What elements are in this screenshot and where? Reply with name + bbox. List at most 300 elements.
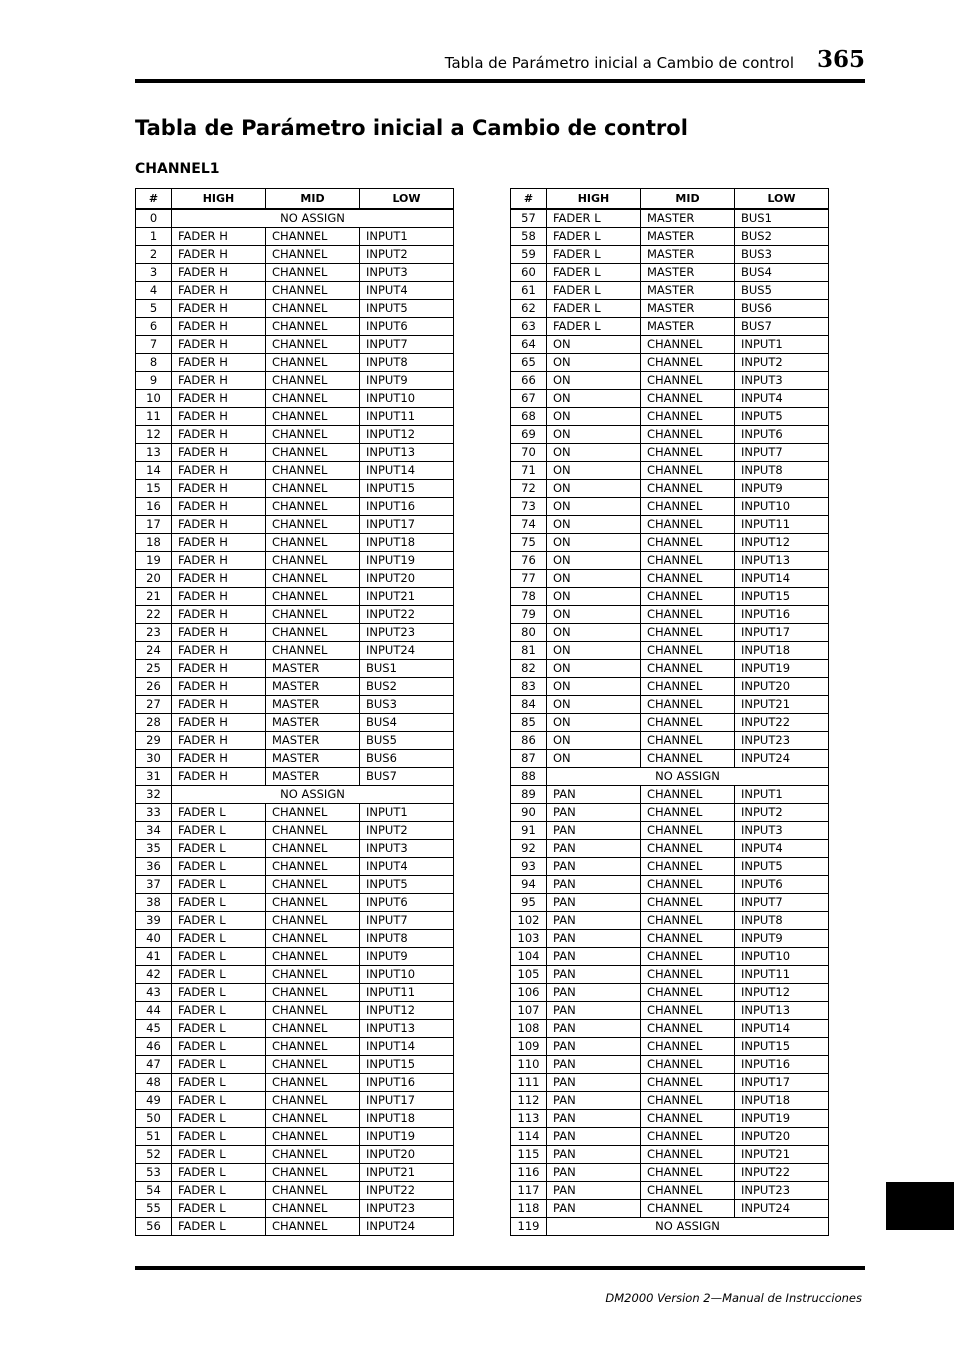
cell-low: BUS3 [735, 246, 829, 264]
cell-high: PAN [547, 1002, 641, 1020]
cell-high: PAN [547, 1200, 641, 1218]
cell-low: INPUT22 [360, 1182, 454, 1200]
cell-number: 40 [136, 930, 172, 948]
cell-low: INPUT22 [735, 714, 829, 732]
table-row [511, 678, 829, 696]
table-row [136, 588, 454, 606]
table-row [511, 228, 829, 246]
table-row [136, 228, 454, 246]
header-title: Tabla de Parámetro inicial a Cambio de control [444, 54, 794, 72]
cell-high: FADER L [172, 948, 266, 966]
table-row [511, 282, 829, 300]
table-row [511, 696, 829, 714]
table-row [136, 300, 454, 318]
cell-mid: CHANNEL [641, 1182, 735, 1200]
cell-high: PAN [547, 912, 641, 930]
cell-low: INPUT6 [360, 894, 454, 912]
cell-low: INPUT16 [735, 1056, 829, 1074]
cell-mid: MASTER [266, 732, 360, 750]
cell-low: INPUT20 [360, 570, 454, 588]
cell-high: PAN [547, 1146, 641, 1164]
cell-low: INPUT12 [360, 426, 454, 444]
cell-number: 69 [511, 426, 547, 444]
table-row [136, 984, 454, 1002]
cell-number: 72 [511, 480, 547, 498]
table-row [136, 282, 454, 300]
cell-high: PAN [547, 1038, 641, 1056]
cell-no-assign: NO ASSIGN [172, 209, 454, 228]
cell-mid: MASTER [641, 282, 735, 300]
cell-low: INPUT3 [360, 840, 454, 858]
table-row [136, 444, 454, 462]
cell-high: PAN [547, 966, 641, 984]
cell-high: PAN [547, 894, 641, 912]
cell-low: INPUT4 [735, 390, 829, 408]
cell-number: 90 [511, 804, 547, 822]
cell-low: INPUT6 [735, 426, 829, 444]
column-header-low: LOW [360, 189, 454, 210]
column-header-high: HIGH [547, 189, 641, 210]
cell-low: INPUT8 [360, 930, 454, 948]
cell-low: INPUT5 [360, 300, 454, 318]
cell-number: 106 [511, 984, 547, 1002]
cell-low: INPUT12 [735, 984, 829, 1002]
table-row [136, 480, 454, 498]
table-row [136, 426, 454, 444]
cell-high: FADER H [172, 390, 266, 408]
cell-number: 104 [511, 948, 547, 966]
table-row [136, 534, 454, 552]
cell-high: ON [547, 552, 641, 570]
table-header-row [136, 189, 454, 210]
cell-number: 88 [511, 768, 547, 786]
cell-high: ON [547, 354, 641, 372]
cell-mid: CHANNEL [641, 1002, 735, 1020]
cell-high: ON [547, 336, 641, 354]
page-title: Tabla de Parámetro inicial a Cambio de control [135, 116, 688, 140]
table-row [136, 1200, 454, 1218]
cell-high: ON [547, 480, 641, 498]
cell-low: INPUT8 [735, 462, 829, 480]
table-row [136, 786, 454, 804]
cell-number: 80 [511, 624, 547, 642]
table-row [511, 462, 829, 480]
cell-number: 56 [136, 1218, 172, 1236]
table-row [136, 624, 454, 642]
cell-mid: CHANNEL [266, 264, 360, 282]
table-row [511, 912, 829, 930]
cell-low: INPUT19 [360, 1128, 454, 1146]
cell-high: PAN [547, 1056, 641, 1074]
cell-number: 70 [511, 444, 547, 462]
table-row [511, 1002, 829, 1020]
cell-number: 4 [136, 282, 172, 300]
cell-high: FADER L [172, 1038, 266, 1056]
cell-mid: CHANNEL [641, 894, 735, 912]
cell-low: BUS4 [735, 264, 829, 282]
cell-mid: CHANNEL [266, 822, 360, 840]
cell-high: FADER H [172, 768, 266, 786]
cell-low: INPUT5 [735, 858, 829, 876]
cell-number: 102 [511, 912, 547, 930]
cell-number: 92 [511, 840, 547, 858]
cell-low: INPUT2 [360, 822, 454, 840]
cell-mid: CHANNEL [641, 948, 735, 966]
cell-number: 82 [511, 660, 547, 678]
table-row [136, 318, 454, 336]
cell-high: ON [547, 588, 641, 606]
cell-high: FADER L [172, 1092, 266, 1110]
cell-low: INPUT9 [735, 480, 829, 498]
table-row [511, 768, 829, 786]
cell-high: FADER H [172, 480, 266, 498]
cell-low: INPUT7 [360, 336, 454, 354]
cell-high: FADER L [547, 246, 641, 264]
cell-low: INPUT14 [360, 462, 454, 480]
cell-high: ON [547, 678, 641, 696]
cell-number: 39 [136, 912, 172, 930]
cell-high: FADER H [172, 228, 266, 246]
cell-number: 74 [511, 516, 547, 534]
cell-high: ON [547, 390, 641, 408]
cell-low: BUS6 [735, 300, 829, 318]
cell-number: 23 [136, 624, 172, 642]
table-row [136, 516, 454, 534]
cell-number: 78 [511, 588, 547, 606]
cell-number: 0 [136, 209, 172, 228]
cell-high: FADER H [172, 264, 266, 282]
cell-high: FADER H [172, 336, 266, 354]
table-row [511, 1164, 829, 1182]
cell-no-assign: NO ASSIGN [547, 768, 829, 786]
table-row [511, 336, 829, 354]
cell-number: 2 [136, 246, 172, 264]
cell-high: PAN [547, 930, 641, 948]
cell-high: FADER L [172, 1164, 266, 1182]
cell-mid: CHANNEL [641, 354, 735, 372]
cell-high: ON [547, 498, 641, 516]
cell-mid: MASTER [641, 209, 735, 228]
cell-high: PAN [547, 948, 641, 966]
table-row [511, 1218, 829, 1236]
chapter-tab-marker [886, 1182, 954, 1230]
cell-low: INPUT8 [735, 912, 829, 930]
cell-number: 25 [136, 660, 172, 678]
table-row [511, 1200, 829, 1218]
cell-high: PAN [547, 1092, 641, 1110]
cell-mid: CHANNEL [641, 624, 735, 642]
cell-mid: MASTER [266, 750, 360, 768]
cell-mid: CHANNEL [266, 390, 360, 408]
table-row [511, 1110, 829, 1128]
cell-low: INPUT15 [360, 480, 454, 498]
table-row [136, 1218, 454, 1236]
table-row [511, 444, 829, 462]
cell-number: 47 [136, 1056, 172, 1074]
cell-low: INPUT21 [735, 1146, 829, 1164]
table-row [511, 858, 829, 876]
table-row [511, 1020, 829, 1038]
cell-high: FADER H [172, 282, 266, 300]
cell-number: 15 [136, 480, 172, 498]
cell-high: ON [547, 534, 641, 552]
table-row [136, 750, 454, 768]
table-row [136, 678, 454, 696]
cell-number: 81 [511, 642, 547, 660]
cell-number: 48 [136, 1074, 172, 1092]
cell-number: 27 [136, 696, 172, 714]
cell-mid: CHANNEL [266, 624, 360, 642]
table-row [511, 1038, 829, 1056]
table-row [136, 912, 454, 930]
cell-mid: CHANNEL [641, 660, 735, 678]
table-row [511, 930, 829, 948]
cell-low: BUS7 [735, 318, 829, 336]
cell-high: ON [547, 750, 641, 768]
cell-high: PAN [547, 1020, 641, 1038]
cell-number: 43 [136, 984, 172, 1002]
cell-high: FADER H [172, 354, 266, 372]
column-header-mid: MID [266, 189, 360, 210]
cell-number: 22 [136, 606, 172, 624]
table-row [511, 822, 829, 840]
cell-high: ON [547, 642, 641, 660]
cell-number: 30 [136, 750, 172, 768]
cell-low: INPUT11 [735, 966, 829, 984]
table-row [511, 804, 829, 822]
cell-high: FADER L [172, 876, 266, 894]
cell-mid: MASTER [266, 660, 360, 678]
table-row [136, 354, 454, 372]
column-header-high: HIGH [172, 189, 266, 210]
cell-low: INPUT11 [735, 516, 829, 534]
cell-high: ON [547, 732, 641, 750]
table-row [136, 498, 454, 516]
cell-low: INPUT17 [360, 516, 454, 534]
table-row [136, 660, 454, 678]
cell-low: INPUT24 [360, 1218, 454, 1236]
cell-mid: MASTER [641, 300, 735, 318]
cell-mid: CHANNEL [266, 444, 360, 462]
table-row [136, 1074, 454, 1092]
cell-high: ON [547, 696, 641, 714]
cell-number: 46 [136, 1038, 172, 1056]
cell-low: BUS3 [360, 696, 454, 714]
table-row [136, 336, 454, 354]
table-row [511, 624, 829, 642]
cell-high: FADER H [172, 300, 266, 318]
cell-high: FADER L [172, 1146, 266, 1164]
cell-mid: CHANNEL [641, 1110, 735, 1128]
cell-mid: CHANNEL [266, 1146, 360, 1164]
cell-high: FADER H [172, 372, 266, 390]
table-row [136, 858, 454, 876]
cell-high: FADER L [547, 282, 641, 300]
cell-high: FADER H [172, 696, 266, 714]
cell-number: 112 [511, 1092, 547, 1110]
cell-mid: CHANNEL [641, 498, 735, 516]
cell-mid: CHANNEL [266, 1002, 360, 1020]
cell-number: 66 [511, 372, 547, 390]
cell-mid: MASTER [266, 696, 360, 714]
cell-low: INPUT10 [360, 390, 454, 408]
table-row [511, 1092, 829, 1110]
cell-number: 79 [511, 606, 547, 624]
cell-mid: CHANNEL [266, 840, 360, 858]
cell-low: INPUT20 [735, 678, 829, 696]
cell-low: INPUT16 [360, 1074, 454, 1092]
cell-low: INPUT22 [360, 606, 454, 624]
cell-low: INPUT12 [735, 534, 829, 552]
table-row [511, 714, 829, 732]
table-row [511, 372, 829, 390]
cell-low: INPUT4 [360, 282, 454, 300]
table-row [136, 372, 454, 390]
cell-number: 87 [511, 750, 547, 768]
table-row [511, 408, 829, 426]
table-row [511, 426, 829, 444]
cell-low: INPUT24 [360, 642, 454, 660]
cell-number: 20 [136, 570, 172, 588]
cell-low: INPUT4 [735, 840, 829, 858]
table-row [136, 876, 454, 894]
table-header-row [511, 189, 829, 210]
cell-low: BUS4 [360, 714, 454, 732]
table-row [511, 246, 829, 264]
cell-number: 8 [136, 354, 172, 372]
cell-low: INPUT23 [735, 732, 829, 750]
table-row [136, 1182, 454, 1200]
cell-high: FADER H [172, 624, 266, 642]
cell-low: INPUT19 [735, 1110, 829, 1128]
cell-number: 67 [511, 390, 547, 408]
cell-mid: CHANNEL [641, 732, 735, 750]
cell-high: FADER H [172, 714, 266, 732]
cell-mid: CHANNEL [266, 1038, 360, 1056]
cell-low: INPUT18 [360, 534, 454, 552]
cell-low: INPUT22 [735, 1164, 829, 1182]
cell-number: 71 [511, 462, 547, 480]
cell-mid: CHANNEL [641, 426, 735, 444]
cell-high: FADER L [547, 318, 641, 336]
table-row [136, 696, 454, 714]
cell-number: 29 [136, 732, 172, 750]
cell-low: INPUT18 [735, 1092, 829, 1110]
table-row [136, 840, 454, 858]
cell-high: FADER L [172, 1110, 266, 1128]
cell-mid: CHANNEL [641, 1200, 735, 1218]
cell-high: PAN [547, 804, 641, 822]
table-row [511, 1182, 829, 1200]
cell-number: 52 [136, 1146, 172, 1164]
cell-low: INPUT23 [360, 624, 454, 642]
cell-low: INPUT15 [735, 588, 829, 606]
cell-number: 116 [511, 1164, 547, 1182]
cell-mid: CHANNEL [641, 1092, 735, 1110]
table-row [511, 1074, 829, 1092]
cell-number: 42 [136, 966, 172, 984]
cell-mid: CHANNEL [641, 390, 735, 408]
cell-low: INPUT2 [360, 246, 454, 264]
page-number: 365 [816, 46, 865, 73]
cell-low: INPUT15 [735, 1038, 829, 1056]
table-row [511, 750, 829, 768]
cell-high: PAN [547, 876, 641, 894]
cell-number: 91 [511, 822, 547, 840]
cell-number: 84 [511, 696, 547, 714]
cell-number: 36 [136, 858, 172, 876]
cell-mid: CHANNEL [641, 966, 735, 984]
cell-number: 16 [136, 498, 172, 516]
cell-number: 9 [136, 372, 172, 390]
cell-low: INPUT3 [735, 822, 829, 840]
cell-low: INPUT21 [735, 696, 829, 714]
cell-mid: CHANNEL [266, 876, 360, 894]
table-row [511, 660, 829, 678]
cell-mid: CHANNEL [266, 354, 360, 372]
cell-mid: CHANNEL [266, 984, 360, 1002]
cell-high: ON [547, 444, 641, 462]
cell-mid: CHANNEL [266, 1182, 360, 1200]
cell-number: 35 [136, 840, 172, 858]
cell-number: 115 [511, 1146, 547, 1164]
table-row [136, 714, 454, 732]
cell-low: INPUT16 [735, 606, 829, 624]
cell-high: PAN [547, 1128, 641, 1146]
cell-number: 77 [511, 570, 547, 588]
cell-low: INPUT14 [735, 1020, 829, 1038]
table-row [136, 408, 454, 426]
cell-high: FADER H [172, 750, 266, 768]
cell-mid: CHANNEL [266, 858, 360, 876]
table-row [136, 1038, 454, 1056]
cell-mid: CHANNEL [641, 1074, 735, 1092]
cell-mid: CHANNEL [266, 336, 360, 354]
cell-number: 108 [511, 1020, 547, 1038]
table-row [511, 300, 829, 318]
cell-low: INPUT1 [735, 336, 829, 354]
cell-low: INPUT17 [735, 624, 829, 642]
cell-number: 73 [511, 498, 547, 516]
table-row [136, 1164, 454, 1182]
cell-high: FADER H [172, 570, 266, 588]
cell-mid: CHANNEL [641, 444, 735, 462]
cell-number: 21 [136, 588, 172, 606]
table-row [136, 246, 454, 264]
cell-number: 49 [136, 1092, 172, 1110]
cell-number: 62 [511, 300, 547, 318]
section-heading: CHANNEL1 [135, 161, 220, 177]
cell-high: FADER L [172, 912, 266, 930]
cell-number: 11 [136, 408, 172, 426]
cell-low: INPUT2 [735, 354, 829, 372]
cell-low: BUS6 [360, 750, 454, 768]
table-row [136, 1002, 454, 1020]
cell-low: INPUT1 [735, 786, 829, 804]
cell-high: FADER H [172, 552, 266, 570]
table-row [511, 966, 829, 984]
cell-number: 55 [136, 1200, 172, 1218]
cell-low: INPUT18 [735, 642, 829, 660]
cell-mid: CHANNEL [641, 912, 735, 930]
table-row [511, 209, 829, 228]
cell-number: 37 [136, 876, 172, 894]
cell-mid: MASTER [641, 246, 735, 264]
cell-mid: CHANNEL [641, 1056, 735, 1074]
cell-number: 13 [136, 444, 172, 462]
cell-mid: CHANNEL [266, 606, 360, 624]
cell-number: 110 [511, 1056, 547, 1074]
